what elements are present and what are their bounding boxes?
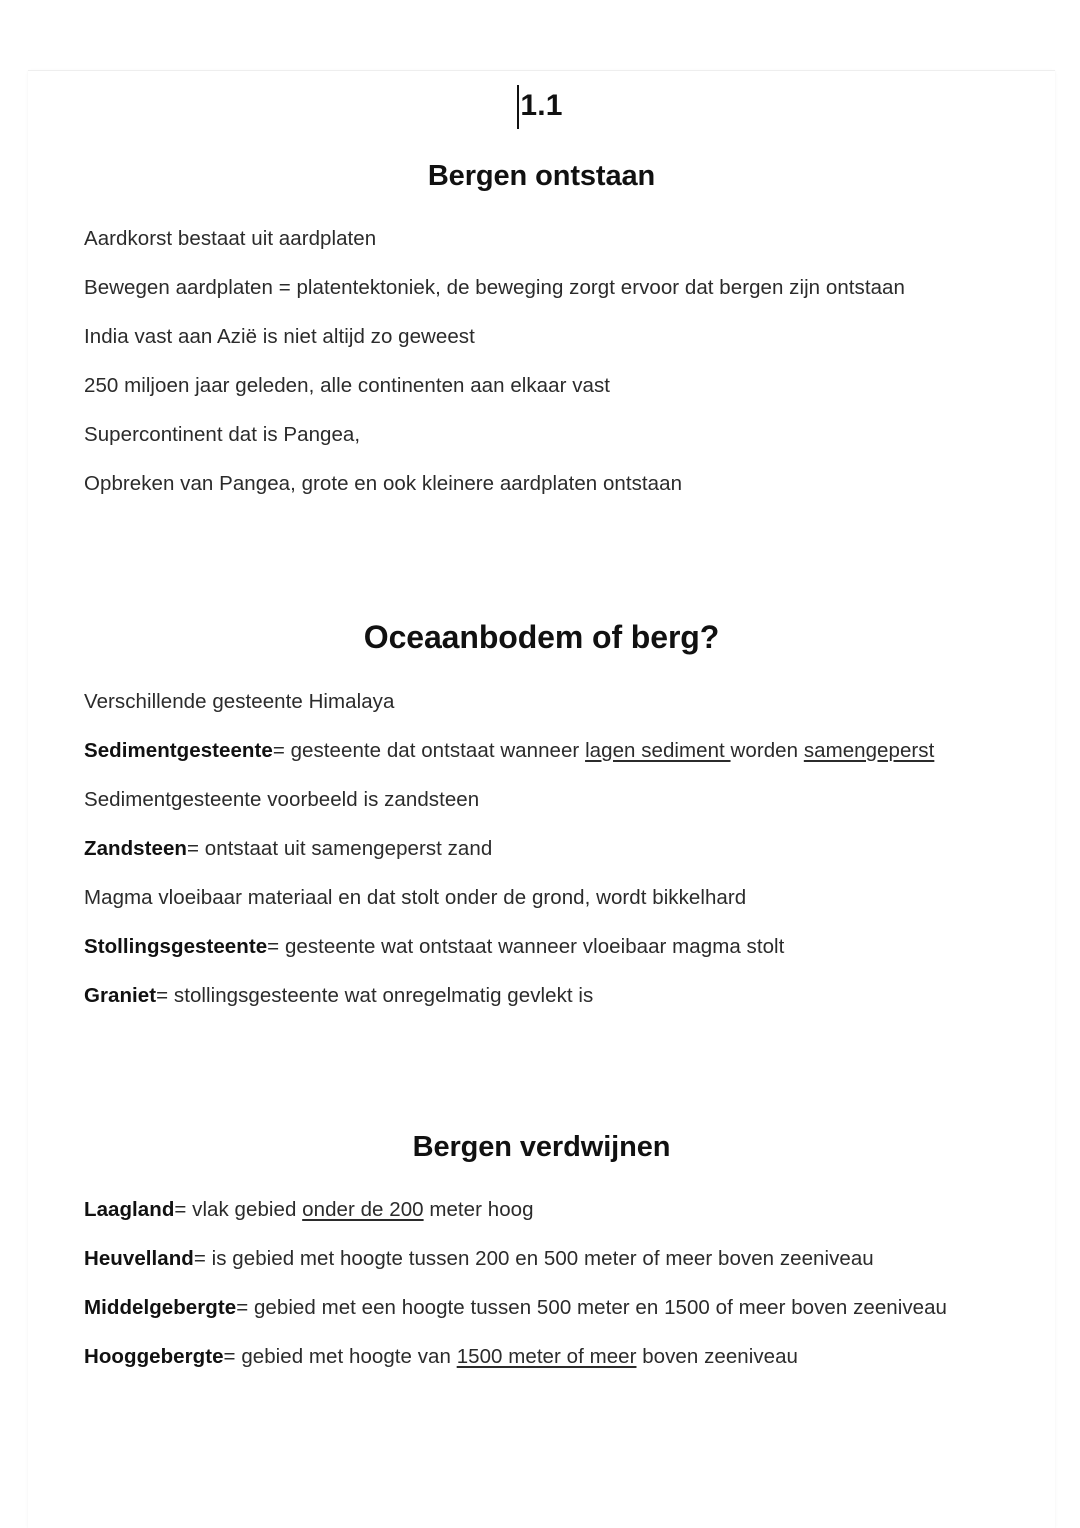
body-paragraph[interactable] bbox=[84, 224, 999, 254]
text-run: 250 miljoen jaar geleden, alle continenten aan elkaar vast bbox=[84, 374, 610, 397]
paragraph-spacer bbox=[84, 913, 999, 932]
body-paragraph[interactable] bbox=[84, 981, 999, 1011]
document-number[interactable] bbox=[520, 83, 562, 129]
document-sections bbox=[84, 135, 999, 1372]
section-spacer bbox=[84, 1011, 999, 1131]
body-paragraph[interactable] bbox=[84, 420, 999, 450]
heading-spacer bbox=[84, 1164, 999, 1195]
text-run: = gebied met een hoogte tussen 500 meter en 1500 of meer boven zeeniveau bbox=[236, 1296, 947, 1319]
paragraph-spacer bbox=[84, 815, 999, 834]
text-run: Bewegen aardplaten = platentektoniek, de beweging zorgt ervoor dat bergen zijn ontstaan bbox=[84, 276, 905, 299]
section-heading: Oceaanbodem of berg? bbox=[363, 619, 720, 655]
text-run: Opbreken van Pangea, grote en ook kleinere aardplaten ontstaan bbox=[84, 472, 683, 495]
text-run: worden bbox=[730, 739, 804, 762]
text-run: meter hoog bbox=[423, 1198, 534, 1221]
term-bold: Hooggebergte bbox=[84, 1345, 224, 1368]
body-paragraph[interactable] bbox=[84, 371, 999, 401]
paragraph-spacer bbox=[84, 717, 999, 736]
text-run: = stollingsgesteente wat onregelmatig gevlekt is bbox=[156, 984, 594, 1007]
text-run: = gesteente wat ontstaat wanneer vloeibaar magma stolt bbox=[267, 935, 785, 958]
term-bold: Graniet bbox=[84, 984, 157, 1007]
text-run: Verschillende gesteente Himalaya bbox=[84, 690, 395, 713]
document-number-line bbox=[84, 83, 999, 135]
body-paragraph[interactable] bbox=[84, 883, 999, 913]
body-paragraph[interactable] bbox=[84, 469, 999, 499]
text-run: Sedimentgesteente voorbeeld is zandsteen bbox=[84, 788, 480, 811]
document-page[interactable] bbox=[28, 70, 1055, 1528]
term-bold: Heuvelland bbox=[84, 1247, 194, 1270]
body-paragraph[interactable] bbox=[84, 322, 999, 352]
text-run: = vlak gebied bbox=[174, 1198, 303, 1221]
paragraph-spacer bbox=[84, 962, 999, 981]
text-run: = is gebied met hoogte tussen 200 en 500 meter of meer boven zeeniveau bbox=[193, 1247, 874, 1270]
paragraph-spacer bbox=[84, 1225, 999, 1244]
body-paragraph[interactable] bbox=[84, 273, 999, 303]
text-run: Supercontinent dat is Pangea, bbox=[84, 423, 361, 446]
body-paragraph[interactable] bbox=[84, 1244, 999, 1274]
underlined-text: 1500 meter of meer bbox=[456, 1345, 637, 1368]
text-run: boven zeeniveau bbox=[636, 1345, 798, 1368]
body-paragraph[interactable] bbox=[84, 932, 999, 962]
paragraph-spacer bbox=[84, 303, 999, 322]
underlined-text: lagen sediment bbox=[585, 739, 731, 762]
section-spacer bbox=[84, 499, 999, 619]
term-bold: Sedimentgesteente bbox=[84, 739, 273, 762]
paragraph-spacer bbox=[84, 352, 999, 371]
text-run: India vast aan Azië is niet altijd zo geweest bbox=[84, 325, 475, 348]
paragraph-spacer bbox=[84, 1323, 999, 1342]
document-number-text: 1.1 bbox=[520, 89, 563, 122]
paragraph-spacer bbox=[84, 1274, 999, 1293]
text-run: Magma vloeibaar materiaal en dat stolt onder de grond, wordt bikkelhard bbox=[84, 886, 747, 909]
underlined-text: samengeperst bbox=[803, 739, 935, 762]
heading-spacer bbox=[84, 193, 999, 224]
body-paragraph[interactable] bbox=[84, 1293, 999, 1323]
paragraph-spacer bbox=[84, 450, 999, 469]
body-paragraph[interactable] bbox=[84, 687, 999, 717]
paragraph-spacer bbox=[84, 766, 999, 785]
heading-spacer bbox=[84, 656, 999, 687]
paragraph-spacer bbox=[84, 401, 999, 420]
text-run: = gesteente dat ontstaat wanneer bbox=[272, 739, 586, 762]
body-paragraph[interactable] bbox=[84, 736, 999, 766]
paragraph-spacer bbox=[84, 864, 999, 883]
body-paragraph[interactable] bbox=[84, 785, 999, 815]
term-bold: Laagland bbox=[84, 1198, 175, 1221]
text-run: Aardkorst bestaat uit aardplaten bbox=[84, 227, 377, 250]
term-bold: Middelgebergte bbox=[84, 1296, 237, 1319]
body-paragraph[interactable] bbox=[84, 834, 999, 864]
title-spacer bbox=[84, 135, 999, 160]
section-heading: Bergen ontstaan bbox=[427, 160, 656, 192]
paragraph-spacer bbox=[84, 254, 999, 273]
underlined-text: onder de 200 bbox=[302, 1198, 424, 1221]
term-bold: Zandsteen bbox=[84, 837, 187, 860]
body-paragraph[interactable] bbox=[84, 1342, 999, 1372]
body-paragraph[interactable] bbox=[84, 1195, 999, 1225]
text-caret bbox=[517, 85, 519, 129]
text-run: = ontstaat uit samengeperst zand bbox=[186, 837, 493, 860]
section-heading: Bergen verdwijnen bbox=[412, 1131, 671, 1163]
text-run: = gebied met hoogte van bbox=[223, 1345, 457, 1368]
term-bold: Stollingsgesteente bbox=[84, 935, 268, 958]
document-content[interactable] bbox=[84, 71, 999, 1372]
